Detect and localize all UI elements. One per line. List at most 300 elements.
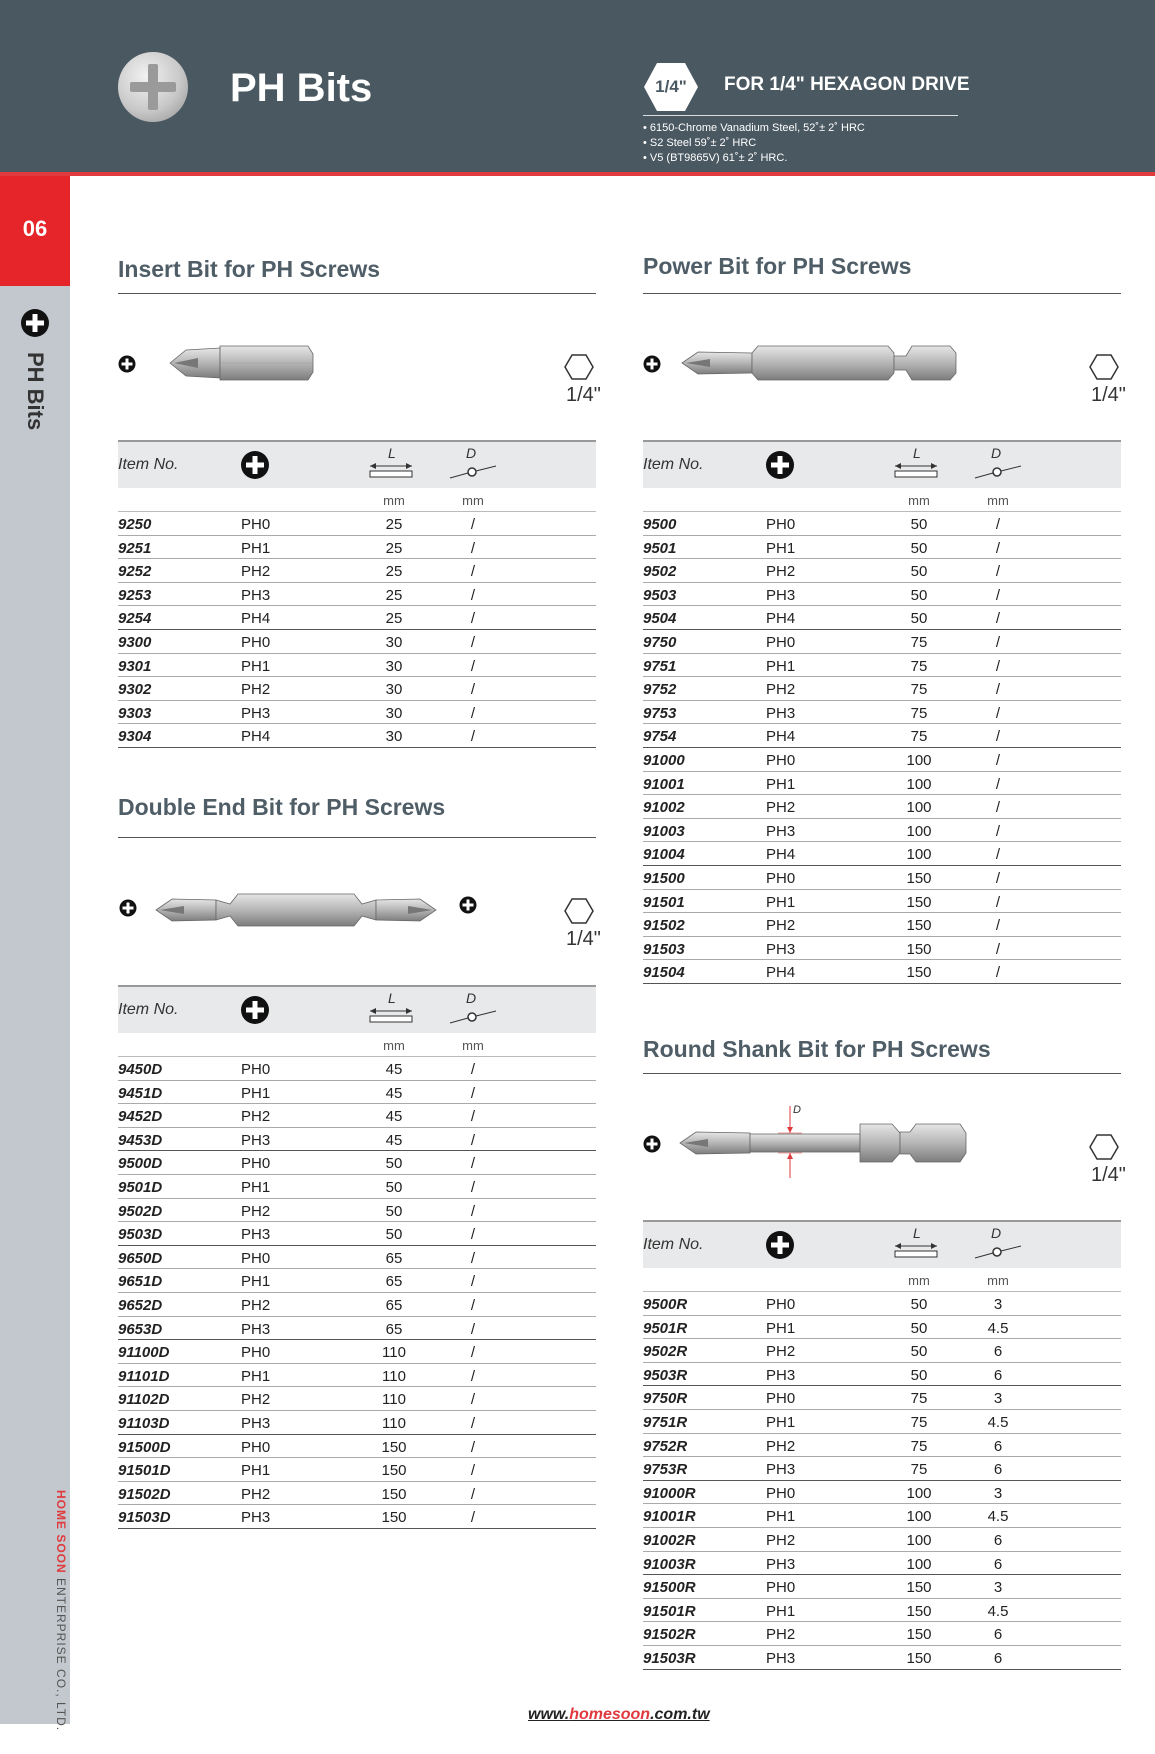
- item-number-cell: 9750R: [643, 1390, 688, 1408]
- table-row: [118, 654, 596, 678]
- tip-size-cell: PH3: [766, 1461, 796, 1479]
- unit-label: mm: [383, 493, 405, 508]
- spec-list: [643, 121, 865, 166]
- tip-size-cell: PH1: [766, 893, 796, 911]
- hexagon-size-label: 1/4": [1091, 1164, 1126, 1186]
- table-row: [118, 724, 596, 748]
- item-number-cell: 9300: [118, 633, 152, 651]
- table-row: [118, 583, 596, 607]
- diameter-cell: /: [995, 917, 1001, 935]
- hexagon-shank-icon: [1089, 354, 1119, 380]
- length-icon: [368, 444, 414, 486]
- tip-size-cell: PH3: [766, 586, 796, 604]
- length-cell: 50: [910, 1296, 928, 1313]
- section-rule: [643, 293, 1121, 294]
- diameter-cell: 3: [993, 1390, 1003, 1408]
- item-number-cell: 9254: [118, 610, 152, 628]
- table-row: [643, 1292, 1121, 1316]
- svg-text:L: L: [388, 990, 396, 1006]
- table-row: [118, 1222, 596, 1246]
- tip-size-cell: PH4: [766, 728, 796, 746]
- length-cell: 30: [385, 657, 403, 675]
- item-number-cell: 91501: [643, 893, 685, 911]
- diameter-cell: /: [470, 1462, 476, 1480]
- table-row: [118, 536, 596, 560]
- tip-size-cell: PH0: [766, 516, 796, 533]
- length-cell: 100: [906, 1555, 932, 1573]
- phillips-plus-icon: [765, 1230, 795, 1260]
- section-title-insert: Insert Bit for PH Screws: [118, 256, 381, 282]
- length-cell: 25: [385, 610, 403, 628]
- table-row: [118, 677, 596, 701]
- table-row: [118, 606, 596, 630]
- drive-divider: [643, 115, 958, 116]
- diameter-cell: /: [470, 728, 476, 746]
- item-number-cell: 91000R: [643, 1484, 696, 1502]
- table-row: [643, 1552, 1121, 1576]
- tip-size-cell: PH1: [241, 657, 271, 675]
- item-number-cell: 91002R: [643, 1531, 696, 1549]
- item-number-cell: 9253: [118, 586, 152, 604]
- item-number-cell: 9452D: [118, 1108, 163, 1126]
- diameter-cell: /: [470, 1202, 476, 1220]
- diameter-cell: 6: [993, 1343, 1003, 1361]
- table-row: [643, 654, 1121, 678]
- diameter-cell: /: [470, 1296, 476, 1314]
- table-row: [643, 630, 1121, 654]
- item-number-cell: 91001: [643, 775, 685, 793]
- tip-size-cell: PH2: [766, 681, 796, 699]
- table-header: [118, 985, 596, 1033]
- item-number-cell: 9750: [643, 633, 677, 651]
- length-cell: 75: [910, 704, 928, 722]
- diameter-cell: /: [995, 563, 1001, 581]
- hexagon-size-label: 1/4": [1091, 384, 1126, 406]
- item-number-cell: 91101D: [118, 1367, 170, 1385]
- section-title-power: Power Bit for PH Screws: [643, 253, 912, 279]
- item-number-cell: 91500D: [118, 1438, 171, 1456]
- item-number-cell: 9500R: [643, 1296, 688, 1313]
- diameter-cell: /: [470, 1155, 476, 1173]
- length-cell: 110: [382, 1414, 406, 1432]
- diameter-cell: /: [995, 964, 1001, 982]
- table-row: [118, 1458, 596, 1482]
- diameter-cell: 4.5: [987, 1508, 1009, 1526]
- tip-size-cell: PH0: [241, 1155, 271, 1173]
- length-cell: 25: [385, 516, 403, 533]
- table-row: [643, 606, 1121, 630]
- table-double: [118, 985, 596, 1529]
- length-cell: 25: [385, 586, 403, 604]
- tip-size-cell: PH2: [241, 681, 271, 699]
- item-number-cell: 9301: [118, 657, 152, 675]
- item-number-cell: 9450D: [118, 1061, 163, 1078]
- tip-size-cell: PH0: [766, 869, 796, 887]
- tip-size-cell: PH3: [766, 704, 796, 722]
- tip-size-cell: PH0: [766, 633, 796, 651]
- svg-text:L: L: [913, 445, 921, 461]
- hexagon-shank-icon: [564, 354, 594, 380]
- table-row: [643, 819, 1121, 843]
- section-title-double: Double End Bit for PH Screws: [118, 794, 446, 820]
- diameter-icon: [973, 1224, 1025, 1266]
- diameter-cell: /: [470, 657, 476, 675]
- item-number-cell: 91504: [643, 964, 685, 982]
- table-row: [643, 772, 1121, 796]
- diameter-icon: [448, 444, 500, 486]
- item-number-cell: 9500D: [118, 1155, 163, 1173]
- table-row: [643, 559, 1121, 583]
- item-number-cell: 91103D: [118, 1414, 170, 1432]
- length-icon: [368, 989, 414, 1031]
- table-row: [118, 1057, 596, 1081]
- item-number-cell: 91001R: [643, 1508, 696, 1526]
- phillips-plus-icon: [119, 899, 137, 917]
- col-item-no: Item No.: [643, 1236, 704, 1253]
- length-cell: 75: [910, 657, 928, 675]
- double-end-bit-image: [154, 890, 438, 930]
- item-number-cell: 9653D: [118, 1320, 163, 1338]
- item-number-cell: 9502: [643, 563, 677, 581]
- tip-size-cell: PH2: [766, 1531, 796, 1549]
- length-cell: 50: [910, 516, 928, 533]
- diameter-cell: /: [470, 1438, 476, 1456]
- hexagon-shank-icon: [1089, 1134, 1119, 1160]
- item-number-cell: 9500: [643, 516, 677, 533]
- diameter-cell: 4.5: [987, 1602, 1009, 1620]
- svg-text:D: D: [466, 445, 477, 461]
- table-row: [118, 1151, 596, 1175]
- length-cell: 50: [910, 1366, 928, 1384]
- tip-size-cell: PH1: [766, 1319, 796, 1337]
- tip-size-cell: PH1: [241, 1273, 271, 1291]
- item-number-cell: 91502: [643, 917, 685, 935]
- length-cell: 100: [906, 775, 932, 793]
- diameter-cell: /: [470, 1509, 476, 1527]
- table-row: [643, 1504, 1121, 1528]
- diameter-cell: /: [470, 1391, 476, 1409]
- table-row: [118, 1317, 596, 1341]
- diameter-cell: /: [470, 1485, 476, 1503]
- item-number-cell: 9651D: [118, 1273, 163, 1291]
- table-row: [643, 1410, 1121, 1434]
- item-number-cell: 91502D: [118, 1485, 171, 1503]
- tip-size-cell: PH0: [241, 633, 271, 651]
- diameter-cell: /: [470, 1249, 476, 1267]
- tip-size-cell: PH1: [766, 657, 796, 675]
- tip-size-cell: PH3: [241, 1131, 271, 1149]
- tip-size-cell: PH0: [241, 1344, 271, 1362]
- length-cell: 45: [385, 1131, 403, 1149]
- item-number-cell: 91003R: [643, 1555, 696, 1573]
- insert-bit-image: [168, 340, 314, 386]
- table-row: [643, 866, 1121, 890]
- item-number-cell: 91500: [643, 869, 685, 887]
- item-number-cell: 9502R: [643, 1343, 688, 1361]
- unit-label: mm: [987, 493, 1009, 508]
- tip-size-cell: PH3: [766, 940, 796, 958]
- tip-size-cell: PH4: [241, 610, 271, 628]
- length-cell: 45: [385, 1084, 403, 1102]
- diameter-cell: /: [995, 893, 1001, 911]
- item-number-cell: 9252: [118, 563, 152, 581]
- diameter-cell: /: [995, 751, 1001, 769]
- col-item-no: Item No.: [118, 456, 179, 473]
- diameter-cell: /: [995, 681, 1001, 699]
- phillips-logo-icon: [118, 52, 188, 122]
- unit-label: mm: [987, 1273, 1009, 1288]
- tip-size-cell: PH1: [241, 1462, 271, 1480]
- tip-size-cell: PH2: [766, 1343, 796, 1361]
- table-row: [118, 1175, 596, 1199]
- phillips-plus-icon: [118, 355, 136, 373]
- svg-text:D: D: [991, 445, 1002, 461]
- length-cell: 50: [910, 563, 928, 581]
- diameter-cell: 6: [993, 1649, 1003, 1667]
- table-row: [643, 1363, 1121, 1387]
- table-row: [118, 1364, 596, 1388]
- length-cell: 100: [906, 822, 932, 840]
- item-number-cell: 9302: [118, 681, 152, 699]
- item-number-cell: 91503R: [643, 1649, 696, 1667]
- diameter-cell: /: [470, 1414, 476, 1432]
- length-cell: 45: [385, 1108, 403, 1126]
- length-cell: 65: [385, 1249, 403, 1267]
- length-cell: 25: [385, 563, 403, 581]
- diameter-cell: /: [995, 775, 1001, 793]
- tip-size-cell: PH3: [241, 586, 271, 604]
- item-number-cell: 9504: [643, 610, 677, 628]
- tip-size-cell: PH4: [766, 846, 796, 864]
- item-number-cell: 9752R: [643, 1437, 688, 1455]
- table-row: [643, 701, 1121, 725]
- length-cell: 75: [910, 681, 928, 699]
- tip-size-cell: PH1: [766, 1413, 796, 1431]
- item-number-cell: 91501R: [643, 1602, 696, 1620]
- diameter-cell: 4.5: [987, 1319, 1009, 1337]
- table-row: [118, 512, 596, 536]
- length-cell: 100: [906, 799, 932, 817]
- tip-size-cell: PH3: [766, 1555, 796, 1573]
- tip-size-cell: PH1: [766, 1508, 796, 1526]
- tip-size-cell: PH3: [241, 1320, 271, 1338]
- website-link[interactable]: [528, 1706, 710, 1724]
- tip-size-cell: PH3: [766, 1649, 796, 1667]
- table-row: [118, 1081, 596, 1105]
- diameter-cell: /: [470, 633, 476, 651]
- diameter-cell: /: [995, 846, 1001, 864]
- diameter-cell: /: [995, 728, 1001, 746]
- phillips-plus-icon: [643, 355, 661, 373]
- length-cell: 110: [382, 1391, 406, 1409]
- spec-item: • V5 (BT9865V) 61˚± 2˚ HRC.: [643, 152, 788, 164]
- tip-size-cell: PH2: [241, 563, 271, 581]
- length-cell: 150: [906, 1649, 932, 1667]
- length-cell: 110: [382, 1367, 406, 1385]
- tip-size-cell: PH2: [241, 1485, 271, 1503]
- tip-size-cell: PH2: [766, 799, 796, 817]
- svg-text:D: D: [466, 990, 477, 1006]
- length-cell: 150: [906, 869, 932, 887]
- length-cell: 50: [910, 586, 928, 604]
- chapter-number: 06: [22, 216, 48, 241]
- item-number-cell: 9501: [643, 539, 677, 557]
- unit-row: [643, 488, 1121, 512]
- length-cell: 65: [385, 1296, 403, 1314]
- tip-size-cell: PH4: [766, 610, 796, 628]
- length-cell: 75: [910, 1390, 928, 1408]
- length-cell: 50: [385, 1178, 403, 1196]
- table-row: [643, 960, 1121, 984]
- diameter-cell: 6: [993, 1461, 1003, 1479]
- svg-text:D: D: [991, 1225, 1002, 1241]
- item-number-cell: 9303: [118, 704, 152, 722]
- length-cell: 50: [385, 1226, 403, 1244]
- table-row: [643, 1622, 1121, 1646]
- table-row: [118, 1128, 596, 1152]
- item-number-cell: 91000: [643, 751, 685, 769]
- diameter-cell: /: [470, 704, 476, 722]
- length-cell: 150: [906, 893, 932, 911]
- table-body: [118, 1057, 596, 1529]
- item-number-cell: 91502R: [643, 1626, 696, 1644]
- diameter-cell: /: [995, 633, 1001, 651]
- diameter-cell: /: [995, 586, 1001, 604]
- item-number-cell: 91100D: [118, 1344, 170, 1362]
- table-row: [643, 1316, 1121, 1340]
- table-body: [118, 512, 596, 748]
- diameter-cell: /: [470, 1061, 476, 1078]
- tip-size-cell: PH1: [766, 1602, 796, 1620]
- table-row: [118, 630, 596, 654]
- diameter-cell: /: [995, 799, 1001, 817]
- diameter-icon: [973, 444, 1025, 486]
- diameter-cell: /: [995, 822, 1001, 840]
- length-cell: 75: [910, 1461, 928, 1479]
- diameter-cell: 4.5: [987, 1413, 1009, 1431]
- hexagon-size-label: 1/4": [566, 384, 601, 406]
- item-number-cell: 9751: [643, 657, 677, 675]
- length-cell: 100: [906, 1484, 932, 1502]
- length-cell: 110: [382, 1344, 406, 1362]
- item-number-cell: 91501D: [118, 1462, 171, 1480]
- diameter-cell: /: [995, 539, 1001, 557]
- item-number-cell: 9753R: [643, 1461, 688, 1479]
- length-cell: 100: [906, 846, 932, 864]
- diameter-cell: 6: [993, 1626, 1003, 1644]
- item-number-cell: 91503D: [118, 1509, 171, 1527]
- table-header: [118, 440, 596, 488]
- spec-item: • 6150-Chrome Vanadium Steel, 52˚± 2˚ HRC: [643, 122, 865, 134]
- table-insert: [118, 440, 596, 748]
- table-row: [643, 913, 1121, 937]
- diameter-cell: /: [995, 516, 1001, 533]
- item-number-cell: 9503R: [643, 1366, 688, 1384]
- length-cell: 150: [906, 1579, 932, 1597]
- length-cell: 50: [910, 1343, 928, 1361]
- length-cell: 75: [910, 633, 928, 651]
- tip-size-cell: PH0: [241, 1438, 271, 1456]
- length-cell: 75: [910, 1437, 928, 1455]
- table-row: [643, 1339, 1121, 1363]
- tip-size-cell: PH3: [766, 1366, 796, 1384]
- unit-row: [118, 1033, 596, 1057]
- tip-size-cell: PH2: [241, 1202, 271, 1220]
- unit-row: [643, 1268, 1121, 1292]
- tip-size-cell: PH2: [241, 1296, 271, 1314]
- diameter-cell: /: [470, 1226, 476, 1244]
- item-number-cell: 9650D: [118, 1249, 163, 1267]
- item-number-cell: 9754: [643, 728, 677, 746]
- item-number-cell: 9503: [643, 586, 677, 604]
- company-brand: HOME SOON: [54, 1490, 68, 1574]
- item-number-cell: 9501D: [118, 1178, 163, 1196]
- diameter-cell: 6: [993, 1366, 1003, 1384]
- length-cell: 45: [385, 1061, 403, 1078]
- tip-size-cell: PH4: [766, 964, 796, 982]
- item-number-cell: 91500R: [643, 1579, 696, 1597]
- table-row: [643, 1386, 1121, 1410]
- tip-size-cell: PH1: [766, 539, 796, 557]
- unit-label: mm: [908, 493, 930, 508]
- length-cell: 65: [385, 1273, 403, 1291]
- spec-item: • S2 Steel 59˚± 2˚ HRC: [643, 137, 757, 149]
- tip-size-cell: PH3: [241, 1414, 271, 1432]
- diameter-cell: 6: [993, 1437, 1003, 1455]
- tip-size-cell: PH3: [766, 822, 796, 840]
- section-rule: [118, 837, 596, 838]
- phillips-plus-icon: [20, 308, 50, 338]
- table-row: [643, 795, 1121, 819]
- length-cell: 150: [906, 1626, 932, 1644]
- tip-size-cell: PH3: [241, 1226, 271, 1244]
- phillips-plus-icon: [643, 1135, 661, 1153]
- length-cell: 100: [906, 1531, 932, 1549]
- length-cell: 50: [385, 1155, 403, 1173]
- table-row: [643, 890, 1121, 914]
- url-suffix: .com.tw: [650, 1706, 710, 1723]
- length-cell: 150: [381, 1509, 407, 1527]
- length-cell: 50: [910, 539, 928, 557]
- table-row: [118, 1340, 596, 1364]
- item-number-cell: 9501R: [643, 1319, 688, 1337]
- length-cell: 150: [381, 1438, 407, 1456]
- table-row: [643, 937, 1121, 961]
- unit-label: mm: [383, 1038, 405, 1053]
- length-cell: 30: [385, 681, 403, 699]
- length-icon: [893, 444, 939, 486]
- diameter-cell: /: [470, 1367, 476, 1385]
- url-prefix: www.: [528, 1706, 570, 1723]
- drive-title: FOR 1/4" HEXAGON DRIVE: [724, 74, 970, 95]
- length-cell: 75: [910, 728, 928, 746]
- tip-size-cell: PH0: [241, 516, 271, 533]
- item-number-cell: 9503D: [118, 1226, 163, 1244]
- power-bit-image: [680, 342, 958, 384]
- hexagon-badge-label: 1/4": [655, 77, 687, 96]
- tip-size-cell: PH3: [241, 1509, 271, 1527]
- hexagon-size-label: 1/4": [566, 928, 601, 950]
- svg-text:L: L: [913, 1225, 921, 1241]
- table-row: [643, 724, 1121, 748]
- diameter-cell: /: [995, 940, 1001, 958]
- length-cell: 150: [906, 1602, 932, 1620]
- table-row: [118, 1387, 596, 1411]
- table-row: [643, 677, 1121, 701]
- length-cell: 30: [385, 728, 403, 746]
- item-number-cell: 9652D: [118, 1296, 163, 1314]
- tip-size-cell: PH2: [766, 563, 796, 581]
